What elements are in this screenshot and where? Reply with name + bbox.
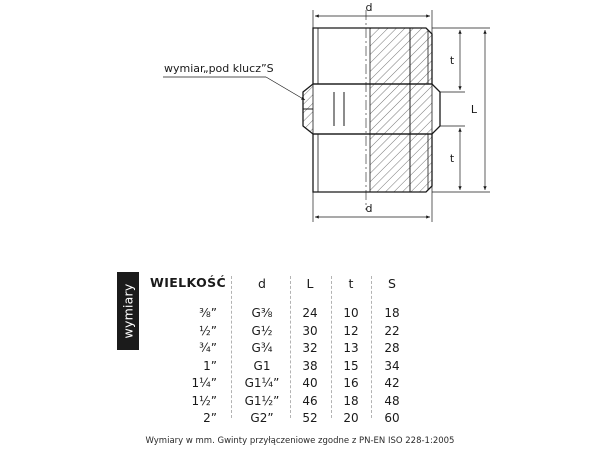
- row-t: 10: [343, 306, 359, 320]
- wrench-size-label: wymiar„pod klucz”S: [164, 62, 274, 75]
- row-L: 52: [302, 411, 318, 425]
- dimension-d-top-label: d: [365, 1, 373, 14]
- row-L: 30: [302, 323, 318, 338]
- row-L: 46: [302, 393, 318, 408]
- row-thread: G⅜: [251, 306, 273, 320]
- dimension-L-label: L: [470, 103, 478, 116]
- row-size: 1½”: [191, 393, 217, 408]
- header-L: L: [306, 276, 314, 291]
- row-S: 42: [384, 376, 400, 390]
- dimension-t-upper-label: t: [449, 54, 455, 67]
- side-tab-label: wymiary: [120, 283, 136, 339]
- row-L: 40: [302, 376, 318, 390]
- row-S: 22: [384, 323, 400, 338]
- row-S: 60: [384, 411, 400, 425]
- row-size: ½”: [199, 323, 217, 338]
- row-t: 16: [343, 376, 359, 390]
- row-size: ⅜”: [199, 306, 217, 320]
- row-thread: G2”: [250, 411, 274, 425]
- header-d: d: [258, 276, 266, 291]
- wrench-leader: [163, 77, 305, 100]
- row-S: 18: [384, 306, 400, 320]
- row-t: 18: [343, 393, 359, 408]
- row-t: 15: [343, 358, 359, 373]
- row-size: 1”: [203, 358, 217, 373]
- row-t: 20: [343, 411, 359, 425]
- row-L: 38: [302, 358, 318, 373]
- row-size: ¾”: [199, 341, 217, 355]
- dimension-t: [432, 28, 490, 192]
- row-thread: G½: [251, 323, 273, 338]
- dimension-L: [465, 28, 490, 190]
- section-hatching: [303, 28, 432, 192]
- footer-note: Wymiary w mm. Gwinty przyłączeniowe zgodne z PN-EN ISO 228-1:2005: [145, 436, 455, 446]
- table-title: WIELKOŚĆ: [150, 275, 227, 290]
- row-S: 48: [384, 393, 400, 408]
- row-thread: G1: [253, 358, 271, 373]
- header-S: S: [388, 276, 396, 291]
- row-thread: G1½”: [244, 393, 280, 408]
- row-size: 2”: [203, 411, 217, 425]
- row-thread: G1¼”: [244, 376, 280, 390]
- row-size: 1¼”: [191, 376, 217, 390]
- row-S: 34: [384, 358, 400, 373]
- row-t: 13: [343, 341, 359, 355]
- dimension-t-lower-label: t: [449, 152, 455, 165]
- header-t: t: [348, 276, 354, 291]
- row-S: 28: [384, 341, 400, 355]
- dimension-d-bottom-label: d: [365, 202, 373, 215]
- side-tab: [117, 272, 139, 350]
- row-L: 32: [302, 341, 318, 355]
- row-thread: G¾: [251, 341, 273, 355]
- row-t: 12: [343, 323, 359, 338]
- row-L: 24: [302, 306, 318, 320]
